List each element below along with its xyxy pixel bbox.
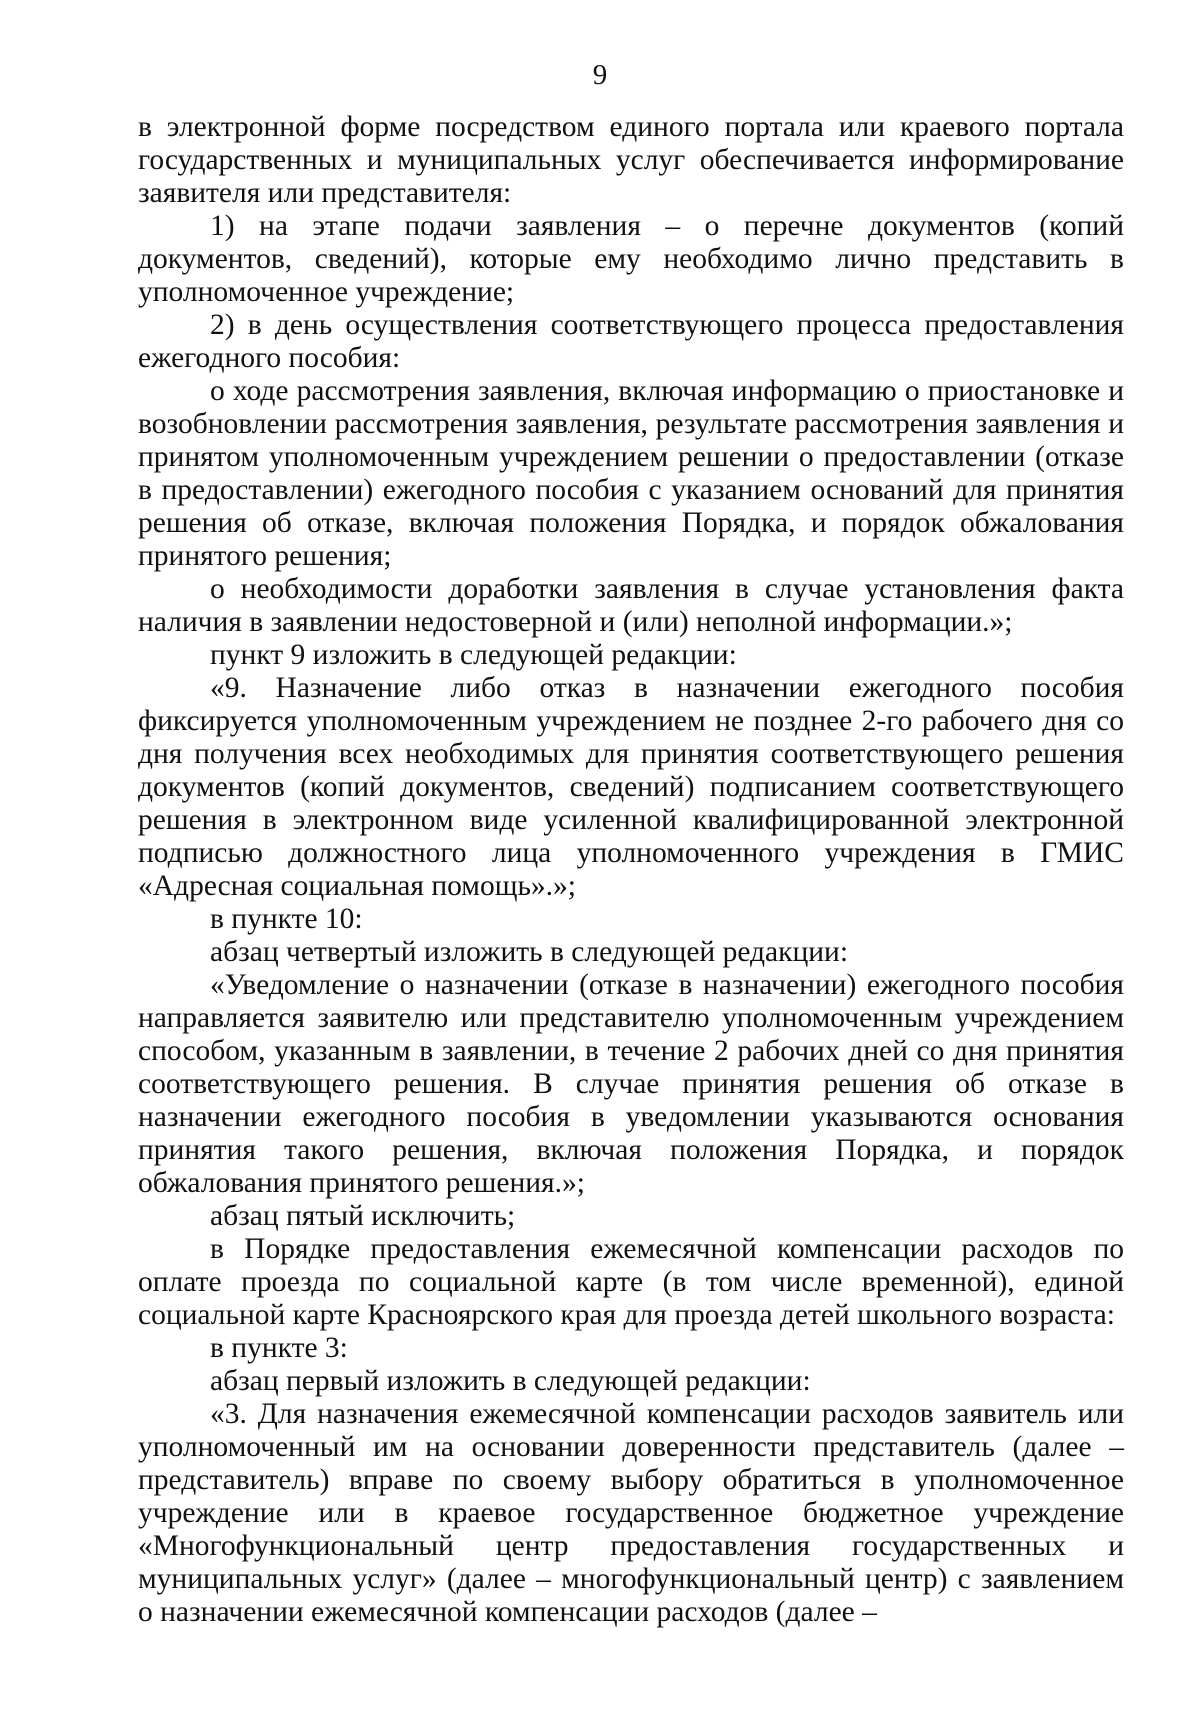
document-body (138, 111, 1124, 1629)
paragraph: «Уведомление о назначении (отказе в назначении) ежегодного пособия направляется заявителю или представителю уполномоченным учреждением способом, указанным в заявлении, в течение 2 рабочих дней со дня принятия соответствующего решения. В случае принятия решения об отказе в назначении ежегодного пособия в уведомлении указываются основания принятия такого решения, включая положения Порядка, и порядок обжалования принятого решения.»; (138, 969, 1124, 1199)
paragraph: 1) на этапе подачи заявления – о перечне документов (копий документов, сведений), которые ему необходимо лично представить в уполномоченное учреждение; (138, 210, 1124, 308)
page-number: 9 (592, 59, 608, 91)
paragraph: о ходе рассмотрения заявления, включая информацию о приостановке и возобновлении рассмотрения заявления, результате рассмотрения заявления и принятом уполномоченным учреждением решении о предоставлении (отказе в предоставлении) ежегодного пособия с указанием оснований для принятия решения об отказе, включая положения Порядка, и порядок обжалования принятого решения; (138, 375, 1124, 572)
paragraph: в электронной форме посредством единого портала или краевого портала государственных и муниципальных услуг обеспечивается информирование заявителя или представителя: (138, 111, 1124, 209)
paragraph: абзац пятый исключить; (210, 1200, 516, 1232)
paragraph: «3. Для назначения ежемесячной компенсации расходов заявитель или уполномоченный им на основании доверенности представитель (далее – представитель) вправе по своему выбору обратиться в уполномоченное учреждение или в краевое государственное бюджетное учреждение «Многофункциональный центр предоставления государственных и муниципальных услуг» (далее – многофункциональный центр) с заявлением о назначении ежемесячной компенсации расходов (далее – (138, 1398, 1124, 1628)
paragraph: «9. Назначение либо отказ в назначении ежегодного пособия фиксируется уполномоченным учреждением не позднее 2-го рабочего дня со дня получения всех необходимых для принятия соответствующего решения документов (копий документов, сведений) подписанием соответствующего решения в электронном виде усиленной квалифицированной электронной подписью должностного лица уполномоченного учреждения в ГМИС «Адресная социальная помощь».»; (138, 672, 1124, 902)
paragraph: в пункте 3: (210, 1332, 348, 1364)
paragraph: пункт 9 изложить в следующей редакции: (210, 639, 737, 671)
paragraph: 2) в день осуществления соответствующего процесса предоставления ежегодного пособия: (138, 309, 1124, 374)
paragraph: о необходимости доработки заявления в случае установления факта наличия в заявлении недостоверной и (или) неполной информации.»; (138, 573, 1124, 638)
paragraph: абзац четвертый изложить в следующей редакции: (210, 936, 849, 968)
paragraph: в пункте 10: (210, 903, 363, 935)
paragraph: абзац первый изложить в следующей редакции: (210, 1365, 811, 1397)
paragraph: в Порядке предоставления ежемесячной компенсации расходов по оплате проезда по социальной карте (в том числе временной), единой социальной карте Красноярского края для проезда детей школьного возраста: (138, 1233, 1124, 1331)
